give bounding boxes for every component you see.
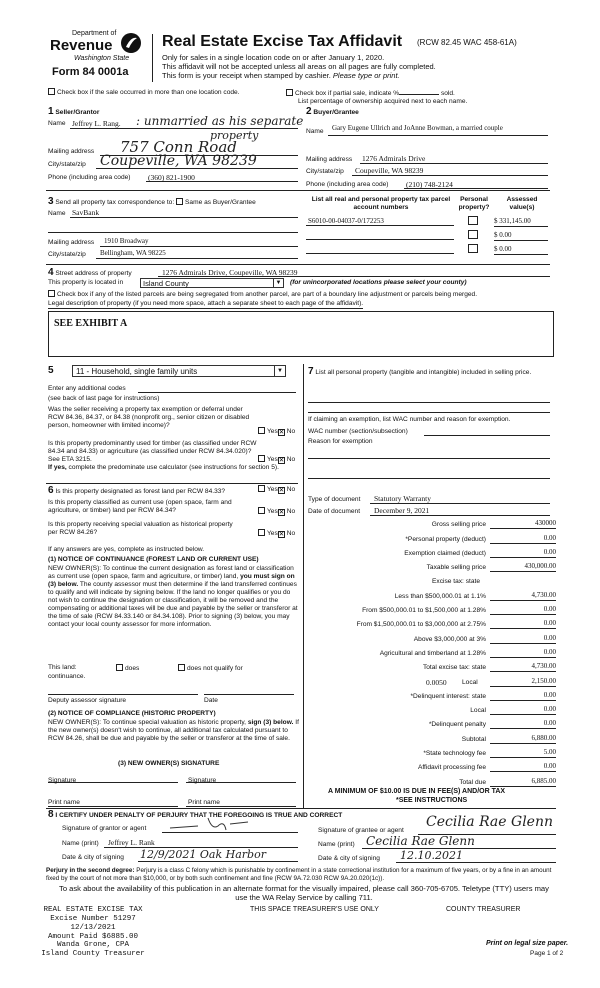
owner-signature-label-2: Signature	[188, 777, 217, 784]
checkbox[interactable]	[116, 664, 123, 671]
grantee-name: Cecilia Rae Glenn	[366, 834, 475, 848]
taxable-price-label: Taxable selling price	[426, 564, 486, 571]
bracket-label: Agricultural and timberland at 1.28%	[379, 650, 486, 657]
processing-fee: 0.00	[490, 762, 556, 772]
seller-mailing-label: Mailing address	[48, 148, 95, 155]
subtotal: 6,880.00	[490, 734, 556, 744]
instructions-note: If any answers are yes, complete as instructed below.	[48, 546, 205, 553]
revenue-logo-icon	[120, 32, 142, 54]
header-line-2: This affidavit will not be accepted unless all areas on all pages are fully completed.	[162, 62, 436, 71]
checkbox[interactable]	[48, 88, 55, 95]
corr-mailing-label: Mailing address	[48, 239, 95, 246]
legal-description-box[interactable]	[48, 311, 554, 357]
legal-label: Legal description of property (if you need more space, attach a separate sheet to each page of the affidavit).	[48, 300, 363, 309]
certify-heading: 8 I CERTIFY UNDER PENALTY OF PERJURY THAT THE FOREGOING IS TRUE AND CORRECT	[48, 809, 343, 820]
historic-question: Is this property receiving special valuation as historical property per RCW 84.26?	[48, 521, 233, 537]
buyer-phone-label: Phone (including area code)	[306, 181, 389, 188]
notice-continuance-head: (1) NOTICE OF CONTINUANCE (FOREST LAND OR CURRENT USE)	[48, 556, 259, 563]
bracket-value: 0.00	[490, 619, 556, 629]
grantee-name-label: Name (print)	[318, 841, 355, 848]
grantor-name: Jeffrey L. Rank	[108, 838, 155, 847]
seller-name-handwritten-2: property	[210, 129, 259, 142]
page-number: Page 1 of 2	[530, 950, 564, 957]
segregated-check[interactable]: Check box if any of the listed parcels are being segregated from another parcel, are part of a boundary line adjustment or parcels being merged.	[48, 290, 477, 299]
personal-property-note: 7 List all personal property (tangible and intangible) included in selling price.	[308, 366, 532, 377]
property-street: 1276 Admirals Drive, Coupeville, WA 98239	[162, 268, 298, 277]
chevron-down-icon[interactable]: ▼	[273, 279, 283, 287]
see-back: (see back of last page for instructions)	[48, 395, 160, 402]
buyer-phone: (210) 748-2124	[406, 180, 453, 189]
yes-no-5: Yes✕ No	[258, 529, 295, 538]
seller-name-handwritten: : unmarried as his separate	[136, 114, 304, 128]
personal-deduct-label: *Personal property (deduct)	[405, 536, 486, 543]
buyer-name-label: Name	[306, 128, 324, 135]
delinquent-interest: 0.00	[490, 691, 556, 701]
delinquent-penalty: 0.00	[490, 719, 556, 729]
grantor-name-label: Name (print)	[62, 840, 99, 847]
deputy-signature-label: Deputy assessor signature	[48, 697, 127, 704]
doc-type: Statutory Warranty	[374, 494, 431, 503]
legal-description: SEE EXHIBIT A	[54, 318, 128, 329]
parcels-col-1: List all real and personal property tax parcel account numbers	[311, 196, 451, 212]
seller-heading: 1 Seller/Grantor	[48, 106, 100, 117]
assessed-value: $ 0.00	[494, 245, 548, 255]
corr-mailing: 1910 Broadway	[104, 237, 149, 245]
delinquent-local: 0.00	[490, 705, 556, 715]
multi-location-check[interactable]: Check box if the sale occurred in more than one location code.	[48, 88, 240, 97]
this-land-label: This land:	[48, 664, 77, 671]
personal-property-checkbox[interactable]	[468, 244, 478, 253]
yes-no-1: Yes✕ No	[258, 427, 295, 436]
grantor-signature	[168, 814, 258, 834]
use-code-value: 11 - Household, single family units	[76, 367, 198, 376]
seller-name-typed: Jeffrey L. Rang.	[72, 119, 121, 128]
assessed-value: $ 331,145.00	[494, 217, 548, 227]
seller-phone: (360) 821-1900	[148, 173, 195, 182]
grantee-date: 12.10.2021	[400, 849, 463, 862]
local-tax: 2,150.00	[490, 677, 556, 687]
total-due-label: Total due	[459, 779, 486, 786]
partial-note: List percentage of ownership acquired next to each name.	[298, 98, 468, 105]
grantor-date-label: Date & city of signing	[62, 854, 124, 861]
county-value: Island County	[143, 279, 189, 288]
type-print-note: Please type or print.	[332, 71, 400, 80]
parcels-col-3: Assessed value(s)	[506, 196, 538, 212]
gross-price: 430000	[490, 519, 556, 529]
local-label: Local	[462, 679, 478, 686]
treasurer-stamp: REAL ESTATE EXCISE TAX Excise Number 51297 12/13/2021 Amount Paid $6885.00 Wanda Grone, CPA Island County Treasurer	[41, 906, 145, 959]
see-instructions: *SEE INSTRUCTIONS	[396, 797, 468, 804]
parcels-col-2: Personal property?	[458, 196, 490, 212]
seller-phone-label: Phone (including area code)	[48, 174, 131, 181]
buyer-heading: 2 Buyer/Grantee	[306, 106, 359, 117]
minimum-note: A MINIMUM OF $10.00 IS DUE IN FEE(S) AND/OR TAX	[328, 788, 506, 795]
corr-city: Bellingham, WA 98225	[100, 249, 166, 257]
county-treasurer: COUNTY TREASURER	[446, 906, 521, 913]
processing-fee-label: Affidavit processing fee	[417, 764, 486, 771]
dept-line-3: Washington State	[74, 55, 130, 62]
gross-price-label: Gross selling price	[431, 521, 486, 528]
receipt-note: This form is your receipt when stamped by cashier.	[162, 71, 331, 80]
delinquent-local-label: Local	[470, 707, 486, 714]
exemption-deduct: 0.00	[490, 548, 556, 558]
delinquent-interest-label: *Delinquent interest: state	[410, 693, 486, 700]
header-divider	[152, 34, 153, 82]
buyer-city-label: City/state/zip	[306, 168, 344, 175]
does-check[interactable]: does	[116, 664, 139, 673]
seller-name-label: Name	[48, 120, 66, 127]
form-number: Form 84 0001a	[52, 66, 129, 78]
seller-city: Coupeville, WA 98239	[100, 153, 257, 169]
yes-no-2: Yes✕ No	[258, 455, 295, 464]
grantee-signature: Cecilia Rae Glenn	[426, 814, 553, 830]
owner-signature-label-1: Signature	[48, 777, 77, 784]
personal-property-checkbox[interactable]	[468, 230, 478, 239]
seller-mailing: 757 Conn Road	[120, 138, 237, 156]
street-heading: 4 Street address of property	[48, 267, 132, 278]
new-owner-signature-head: (3) NEW OWNER(S) SIGNATURE	[118, 760, 220, 767]
buyer-mailing-label: Mailing address	[306, 156, 353, 163]
grantor-signature-label: Signature of grantor or agent	[62, 825, 147, 832]
parcel-number: S6010-00-04037-0/172253	[308, 217, 384, 225]
dor-logo	[50, 30, 150, 82]
buyer-mailing: 1276 Admirals Drive	[362, 154, 426, 163]
yes-no-4: Yes✕ No	[258, 507, 295, 516]
tech-fee: 5.00	[490, 748, 556, 758]
checkbox[interactable]	[48, 290, 55, 297]
perjury-note: Perjury in the second degree: Perjury is a class C felony which is punishable by confinement in a state correctional institution for a maximum of five years, or by a fine in an amount fixed by the court of not more than $10,000, or by both such confinement and fine (RCW 9A.72.030 RCW 9A.20.020(1c)).	[46, 867, 552, 882]
does-not-check[interactable]: does not qualify for	[178, 664, 243, 673]
seller-city-label: City/state/zip	[48, 161, 86, 168]
checkbox[interactable]	[286, 89, 293, 96]
tech-fee-label: *State technology fee	[423, 750, 486, 757]
total-state-label: Total excise tax: state	[422, 664, 486, 671]
bracket-label: Above $3,000,000 at 3%	[413, 636, 486, 643]
bracket-value: 0.00	[490, 648, 556, 658]
deputy-date-label: Date	[204, 697, 218, 704]
section-5-num: 5	[48, 365, 54, 376]
notice-compliance: NEW OWNER(S): To continue special valuation as historic property, sign (3) below. If the new owner(s) doesn't wish to continue, all additional tax calculated pursuant to RCW 84.26, shall be due and payable by the seller or transferor at the time of sale.	[48, 719, 299, 743]
chevron-down-icon[interactable]: ▼	[274, 366, 285, 376]
doc-type-label: Type of document	[308, 496, 361, 503]
doc-date: December 9, 2021	[374, 506, 430, 515]
bracket-label: From $1,500,000.01 to $3,000,000 at 2.75%	[356, 621, 486, 628]
grantor-date-city: 12/9/2021 Oak Harbor	[140, 848, 266, 861]
alternate-format-note: To ask about the availability of this publication in an alternate format for the visually impaired, please call 360-705-6705. Teletype (TTY) users may use the WA Relay Service by calling 711.	[59, 884, 549, 903]
excise-state-label: Excise tax: state	[432, 578, 481, 585]
bracket-value: 4,730.00	[490, 591, 556, 601]
personal-property-checkbox[interactable]	[468, 216, 478, 225]
timber-question: Is this property predominantly used for timber (as classified under RCW 84.34 and 84.33) or agriculture (as classified under RCW 84.34.020)? See ETA 3215.	[48, 440, 257, 464]
bracket-value: 0.00	[490, 605, 556, 615]
treasurer-space: THIS SPACE TREASURER'S USE ONLY	[250, 906, 379, 913]
header-line-3	[162, 71, 400, 80]
assessed-value: $ 0.00	[494, 231, 548, 241]
grantee-date-label: Date & city of signing	[318, 855, 380, 862]
form-title: Real Estate Excise Tax Affidavit	[162, 33, 403, 50]
bracket-value: 0.00	[490, 634, 556, 644]
dept-line-1: Department of	[72, 30, 117, 37]
form-rcw: (RCW 82.45 WAC 458-61A)	[417, 38, 517, 47]
exemption-note: If claiming an exemption, list WAC number and reason for exemption.	[308, 416, 511, 423]
county-note: (for unincorporated locations please select your county)	[290, 279, 467, 286]
notice-continuance: NEW OWNER(S): To continue the current designation as forest land or classification as current use (open space, farm and agriculture, or timber) land, you must sign on (3) below. The county assessor must then determine if the land transferred continues to qualify and will indicate by signing below. If the land no longer qualifies or you do not wish to continue the designation or classification, it will be removed and the compensating or additional taxes will be due and payable by the seller or transferor at the time of sale (RCW 84.33.140 or 84.34.108). Prior to signing (3) below, you may contact your local county assessor for more information.	[48, 565, 298, 629]
bracket-label: Less than $500,000.01 at 1.1%	[394, 593, 486, 600]
same-as-buyer-checkbox[interactable]	[176, 198, 183, 205]
located-label: This property is located in	[48, 279, 124, 286]
buyer-city: Coupeville, WA 98239	[355, 166, 424, 175]
checkbox[interactable]	[178, 664, 185, 671]
exemption-deduct-label: Exemption claimed (deduct)	[404, 550, 486, 557]
use-code-select[interactable]	[72, 365, 286, 377]
corr-name: SavBank	[72, 208, 100, 217]
notice-compliance-head: (2) NOTICE OF COMPLIANCE (HISTORIC PROPERTY)	[48, 710, 216, 717]
taxable-price: 430,000.00	[490, 562, 556, 572]
personal-deduct: 0.00	[490, 534, 556, 544]
yes-no-3: Yes✕ No	[258, 485, 295, 494]
correspondence-heading: 3 Send all property tax correspondence to: Same as Buyer/Grantee	[48, 196, 256, 207]
corr-city-label: City/state/zip	[48, 251, 86, 258]
doc-date-label: Date of document	[308, 508, 361, 515]
reason-label: Reason for exemption	[308, 438, 373, 445]
forest-question: 6 Is this property designated as forest land per RCW 84.33?	[48, 485, 226, 496]
wac-label: WAC number (section/subsection)	[308, 428, 408, 435]
local-rate: 0.0050	[426, 678, 447, 687]
subtotal-label: Subtotal	[461, 736, 486, 743]
buyer-name: Gary Eugene Ullrich and JoAnne Bowman, a married couple	[332, 124, 503, 132]
county-select[interactable]	[140, 278, 284, 288]
total-state: 4,730.00	[490, 662, 556, 672]
delinquent-penalty-label: *Delinquent penalty	[428, 721, 486, 728]
total-due: 6,885.00	[490, 777, 556, 787]
owner-print-label-2: Print name	[188, 799, 220, 806]
legal-size-note: Print on legal size paper.	[486, 940, 569, 947]
current-use-question: Is this property classified as current use (open space, farm and agriculture, or timber) land per RCW 84.34?	[48, 499, 232, 515]
timber-note: If yes, complete the predominate use calculator (see instructions for section 5).	[48, 464, 279, 471]
partial-sale-check[interactable]: Check box if partial sale, indicate % sold.	[286, 88, 455, 98]
continuance-label: continuance.	[48, 673, 86, 680]
exemption-question: Was the seller receiving a property tax exemption or deferral under RCW 84.36, 84.37, or 84.38 (nonprofit org., senior citizen or disabled person, homeowner with limited income)?	[48, 406, 250, 430]
bracket-label: From $500,000.01 to $1,500,000 at 1.28%	[362, 607, 486, 614]
additional-codes-label: Enter any additional codes	[48, 385, 126, 392]
grantee-signature-label: Signature of grantee or agent	[318, 827, 404, 834]
corr-name-label: Name	[48, 210, 66, 217]
owner-print-label-1: Print name	[48, 799, 80, 806]
dept-line-2: Revenue	[50, 37, 113, 54]
header-line-1: Only for sales in a single location code on or after January 1, 2020.	[162, 53, 385, 62]
